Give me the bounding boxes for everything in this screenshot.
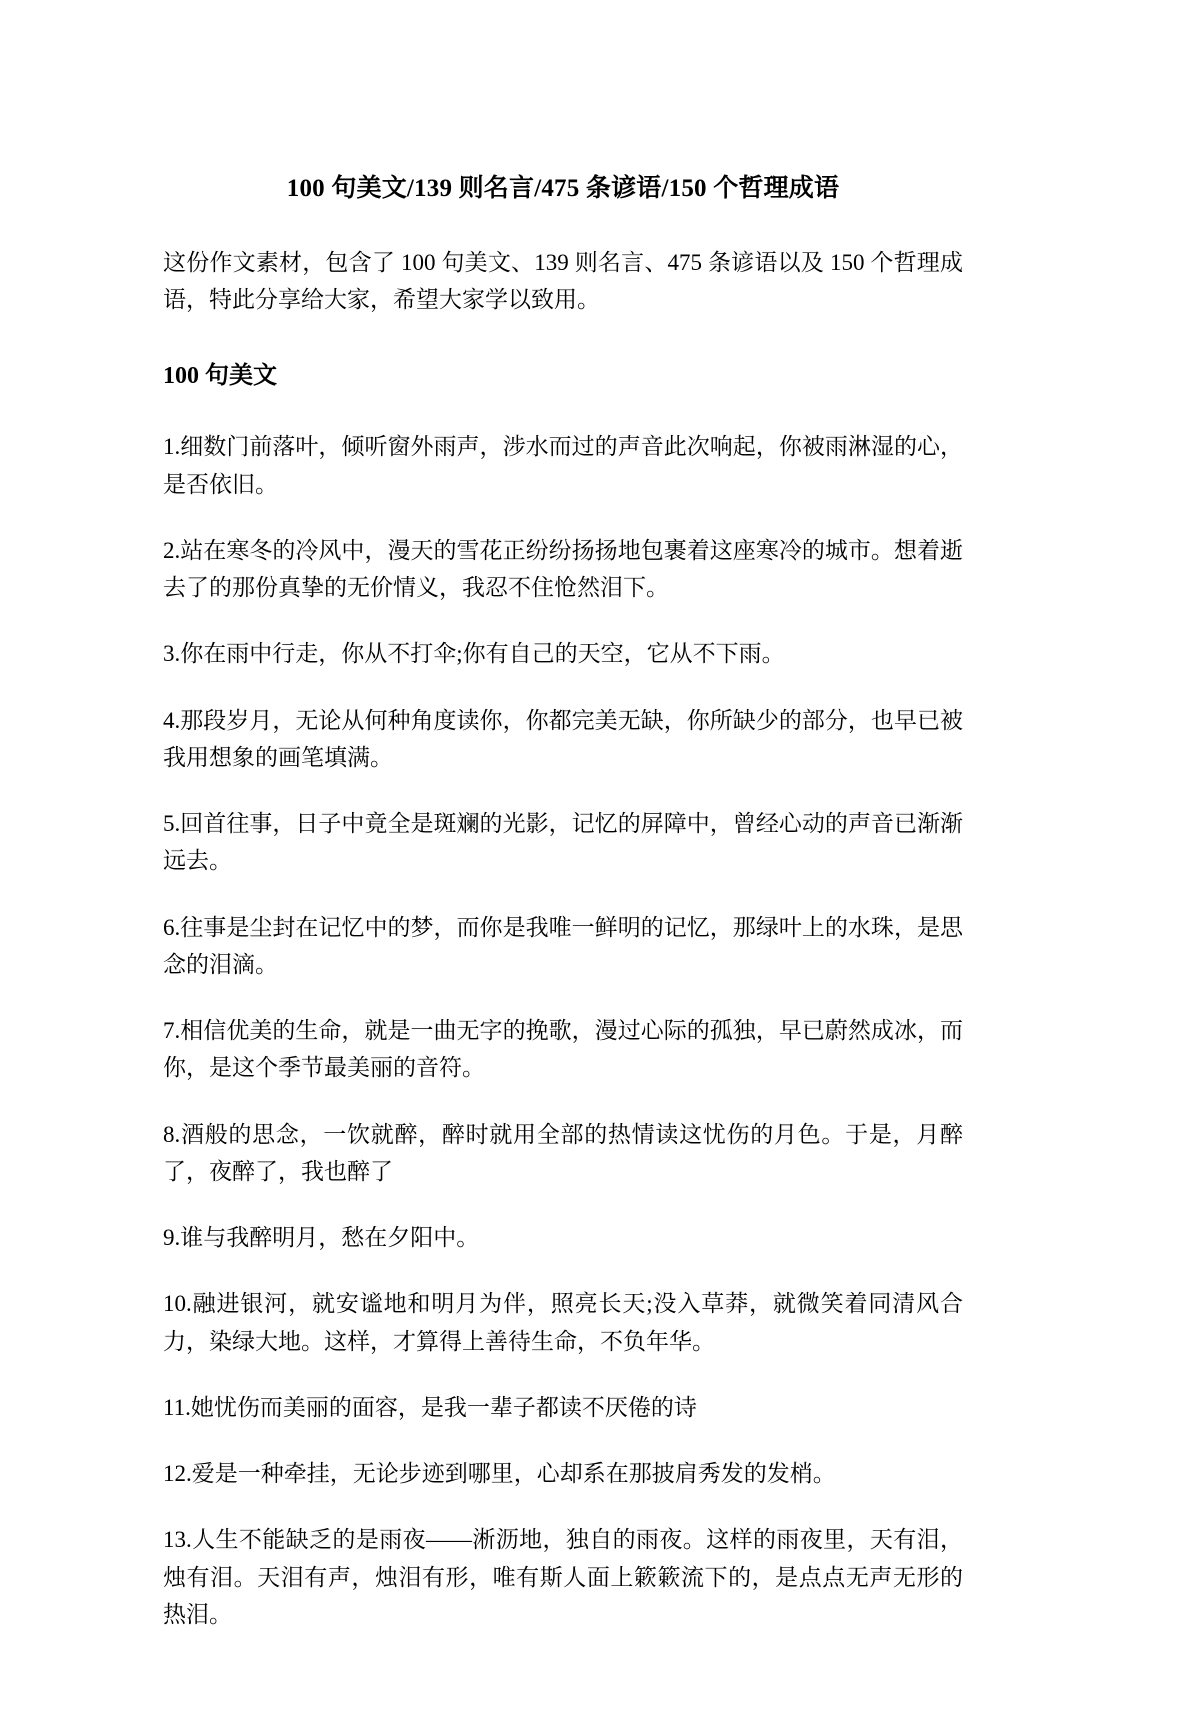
- entry-item: [163, 909, 963, 984]
- entry-number: 11.: [163, 1394, 191, 1420]
- entry-number: 3.: [163, 641, 181, 667]
- entry-number: 6.: [163, 914, 181, 940]
- entry-text: 那段岁月，无论从何种角度读你，你都完美无缺，你所缺少的部分，也早已被我用想象的画笔填满。: [163, 707, 963, 770]
- entry-text: 融进银河，就安谧地和明月为伴，照亮长天;没入草莽，就微笑着同清风合力，染绿大地。这样，才算得上善待生命，不负年华。: [163, 1291, 963, 1354]
- entry-item: [163, 1219, 963, 1256]
- entry-item: [163, 1012, 963, 1087]
- entry-number: 4.: [163, 707, 181, 733]
- entry-item: [163, 1285, 963, 1360]
- entry-text: 回首往事，日子中竟全是斑斓的光影，记忆的屏障中，曾经心动的声音已渐渐远去。: [163, 811, 963, 874]
- entry-text: 细数门前落叶，倾听窗外雨声，涉水而过的声音此次响起，你被雨淋湿的心，是否依旧。: [163, 434, 963, 497]
- entry-item: [163, 702, 963, 777]
- entry-number: 13.: [163, 1527, 192, 1553]
- entry-item: [163, 532, 963, 607]
- entry-item: [163, 805, 963, 880]
- entry-text: 人生不能缺乏的是雨夜——淅沥地，独自的雨夜。这样的雨夜里，天有泪，烛有泪。天泪有声，烛泪有形，唯有斯人面上簌簌流下的，是点点无声无形的热泪。: [163, 1527, 963, 1627]
- entry-item: [163, 1389, 963, 1426]
- entry-item: [163, 1521, 963, 1633]
- entry-text: 相信优美的生命，就是一曲无字的挽歌，漫过心际的孤独，早已蔚然成冰，而你，是这个季节最美丽的音符。: [163, 1018, 963, 1081]
- entry-number: 10.: [163, 1291, 192, 1317]
- entry-text: 酒般的思念，一饮就醉，醉时就用全部的热情读这忧伤的月色。于是，月醉了，夜醉了，我也醉了: [163, 1121, 963, 1184]
- entry-item: [163, 1116, 963, 1191]
- intro-paragraph: 这份作文素材，包含了 100 句美文、139 则名言、475 条谚语以及 150 个哲理成语，特此分享给大家，希望大家学以致用。: [163, 249, 963, 312]
- entry-text: 站在寒冬的冷风中，漫天的雪花正纷纷扬扬地包裹着这座寒冷的城市。想着逝去了的那份真挚的无价情义，我忍不住怆然泪下。: [163, 537, 963, 600]
- entry-item: [163, 635, 963, 672]
- entry-text: 谁与我醉明月，愁在夕阳中。: [180, 1225, 480, 1250]
- entry-text: 她忧伤而美丽的面容，是我一辈子都读不厌倦的诗: [190, 1394, 697, 1420]
- page-title: 100 句美文/139 则名言/475 条谚语/150 个哲理成语: [286, 175, 840, 202]
- entry-number: 5.: [163, 811, 181, 836]
- entry-text: 爱是一种牵挂，无论步迹到哪里，心却系在那披肩秀发的发梢。: [191, 1461, 836, 1486]
- entry-text: 你在雨中行走，你从不打伞;你有自己的天空，它从不下雨。: [180, 641, 785, 667]
- entry-item: [163, 428, 963, 503]
- entry-list: [163, 428, 963, 1633]
- section-heading-100-beautiful-sentences: 100 句美文: [163, 363, 277, 390]
- entry-number: 7.: [163, 1018, 181, 1043]
- entry-number: 9.: [163, 1225, 181, 1250]
- entry-number: 2.: [163, 537, 181, 563]
- entry-number: 12.: [163, 1461, 192, 1486]
- entry-item: [163, 1455, 963, 1492]
- entry-number: 8.: [163, 1121, 181, 1147]
- entry-text: 往事是尘封在记忆中的梦，而你是我唯一鲜明的记忆，那绿叶上的水珠，是思念的泪滴。: [163, 914, 963, 977]
- entry-number: 1.: [163, 434, 181, 460]
